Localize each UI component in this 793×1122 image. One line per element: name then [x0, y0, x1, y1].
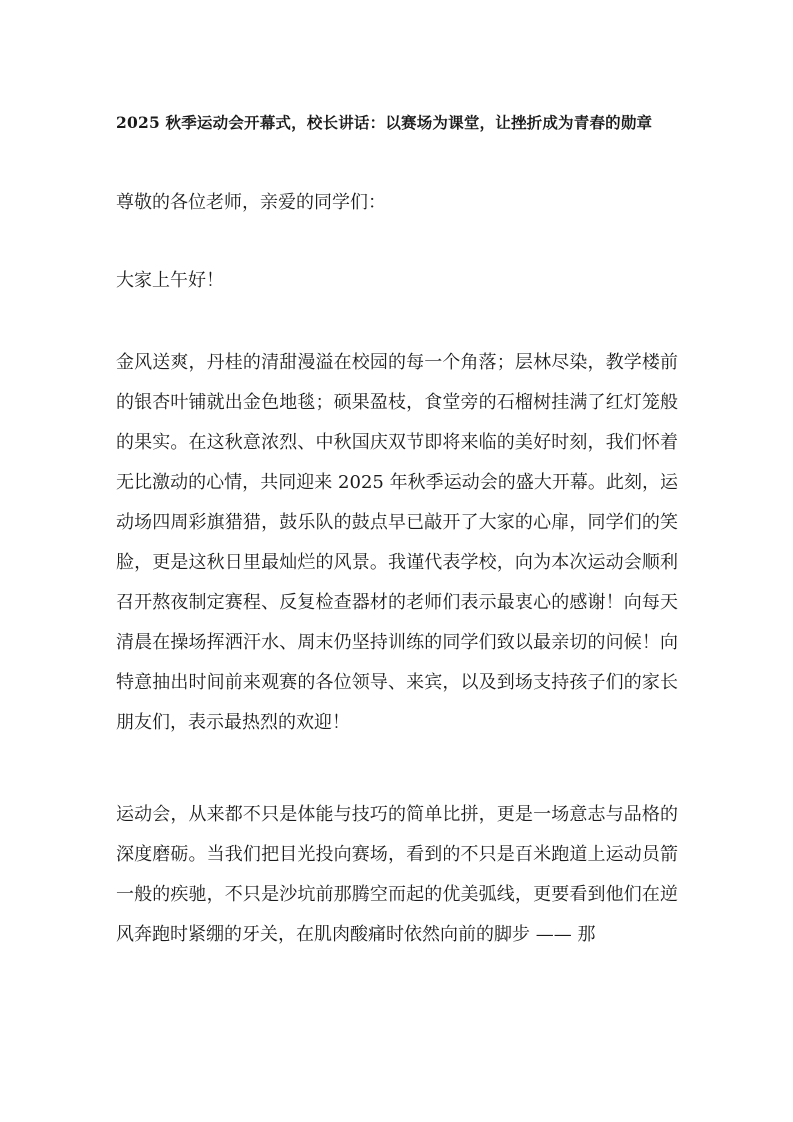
body-paragraph-1: 金风送爽，丹桂的清甜漫溢在校园的每一个角落；层林尽染，教学楼前的银杏叶铺就出金色地毯；硕果盈枝，食堂旁的石榴树挂满了红灯笼般的果实。在这秋意浓烈、中秋国庆双节即将来临的美好时刻，我们怀着无比激动的心情，共同迎来 2025 年秋季运动会的盛大开幕。此刻，运动场四周彩旗猎猎，鼓乐队的鼓点早已敲开了大家的心扉，同学们的笑脸，更是这秋日里最灿烂的风景。我谨代表学校，向为本次运动会顺利召开熬夜制定赛程、反复检查器材的老师们表示最衷心的感谢！向每天清晨在操场挥洒汗水、周末仍坚持训练的同学们致以最亲切的问候！向特意抽出时间前来观赛的各位领导、来宾，以及到场支持孩子们的家长朋友们，表示最热烈的欢迎！ [116, 352, 678, 733]
document-body [116, 100, 678, 955]
salutation-line: 尊敬的各位老师，亲爱的同学们： [116, 192, 386, 213]
document-title: 2025 秋季运动会开幕式，校长讲话：以赛场为课堂，让挫折成为青春的勋章 [116, 113, 653, 132]
body-paragraph-2: 运动会，从来都不只是体能与技巧的简单比拼，更是一场意志与品格的深度磨砺。当我们把目光投向赛场，看到的不只是百米跑道上运动员箭一般的疾驰，不只是沙坑前那腾空而起的优美弧线，更要看到他们在逆风奔跑时紧绷的牙关，在肌肉酸痛时依然向前的脚步 —— 那 [116, 804, 678, 945]
greeting-line: 大家上午好！ [116, 270, 224, 291]
